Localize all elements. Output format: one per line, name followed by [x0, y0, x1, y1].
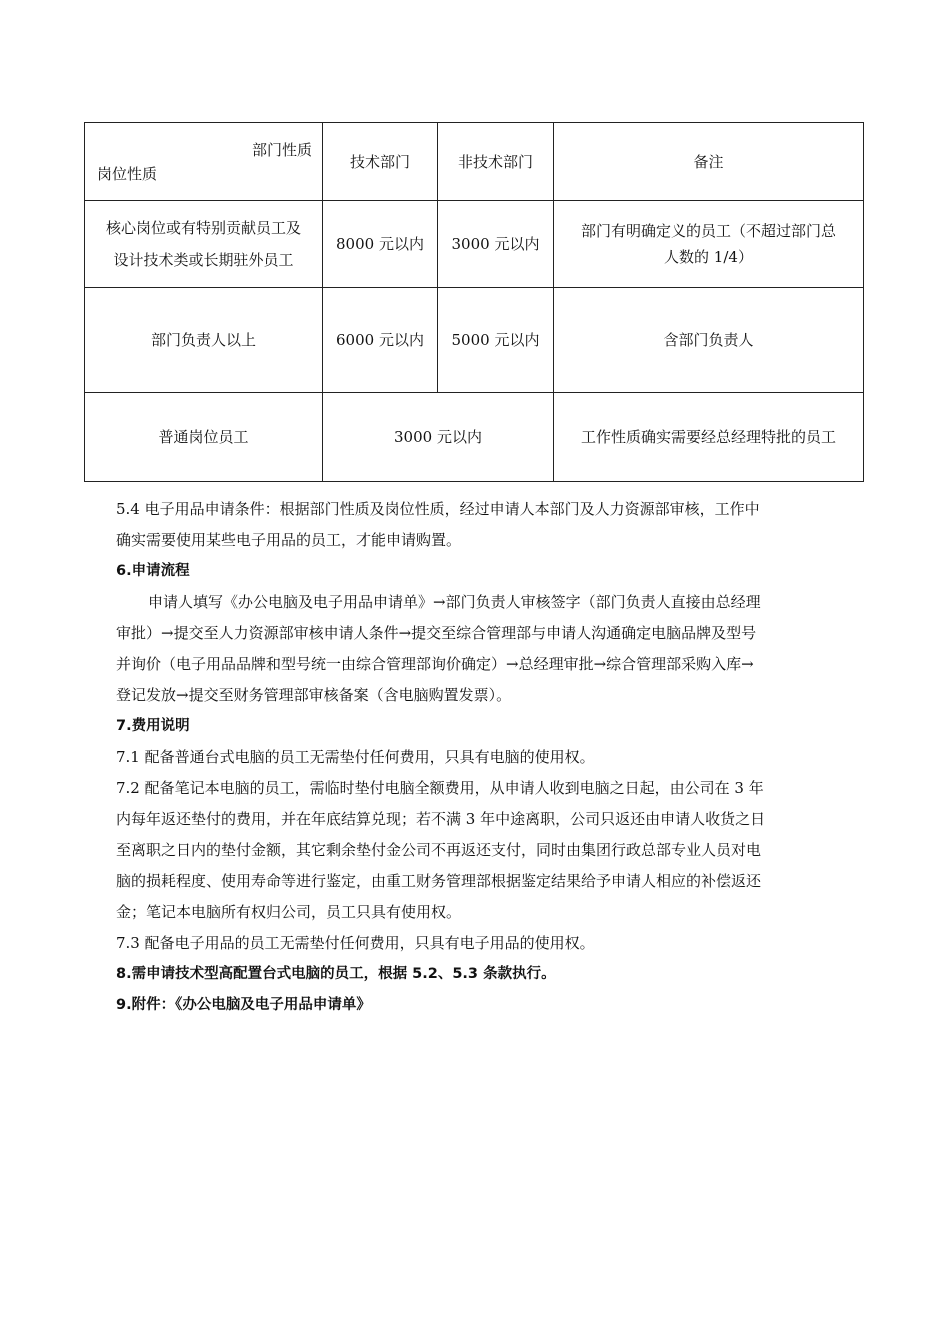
section-heading: 9.附件：《办公电脑及电子用品申请单》	[116, 997, 371, 1013]
position-cell	[85, 201, 323, 288]
paragraph-line: 并询价（电子用品品牌和型号统一由综合管理部询价确定）→总经理审批→综合管理部采购入库→	[116, 655, 754, 673]
remark-cell: 含部门负责人	[554, 288, 864, 393]
table-header-row	[85, 123, 864, 201]
merged-amount-cell: 3000 元以内	[323, 393, 554, 482]
remark-cell	[554, 201, 864, 288]
policy-body	[116, 494, 846, 1021]
tech-amount-cell: 6000 元以内	[323, 288, 438, 393]
position-line: 设计技术类或长期驻外员工	[113, 251, 294, 269]
section-heading: 6.申请流程	[116, 563, 190, 579]
section-heading: 7.费用说明	[116, 718, 190, 734]
paragraph-line: 申请人填写《办公电脑及电子用品申请单》→部门负责人审核签字（部门负责人直接由总经理	[148, 593, 761, 611]
remark-cell: 工作性质确实需要经总经理特批的员工	[554, 393, 864, 482]
table-row	[85, 393, 864, 482]
paragraph-line: 7.1 配备普通台式电脑的员工无需垫付任何费用，只具有电脑的使用权。	[116, 748, 595, 766]
paragraph-line: 5.4 电子用品申请条件：根据部门性质及岗位性质，经过申请人本部门及人力资源部审核，工作中	[116, 500, 760, 518]
remark-line: 人数的 1/4）	[664, 248, 753, 266]
paragraph-line: 内每年返还垫付的费用，并在年底结算兑现；若不满 3 年中途离职，公司只返还由申请人收货之日	[116, 810, 766, 828]
dept-nature-label: 部门性质	[251, 141, 312, 159]
tech-dept-header: 技术部门	[323, 123, 438, 201]
paragraph-line: 7.2 配备笔记本电脑的员工，需临时垫付电脑全额费用，从申请人收到电脑之日起，由公司在 3 年	[116, 779, 764, 797]
position-cell: 普通岗位员工	[85, 393, 323, 482]
paragraph-line: 金；笔记本电脑所有权归公司，员工只具有使用权。	[116, 903, 462, 921]
remark-line: 部门有明确定义的员工（不超过部门总	[580, 222, 836, 240]
position-nature-label: 岗位性质	[97, 165, 158, 183]
tech-amount-cell: 8000 元以内	[323, 201, 438, 288]
paragraph-line: 7.3 配备电子用品的员工无需垫付任何费用，只具有电子用品的使用权。	[116, 934, 595, 952]
nontech-amount-cell: 3000 元以内	[438, 201, 554, 288]
paragraph-line: 登记发放→提交至财务管理部审核备案（含电脑购置发票）。	[116, 686, 512, 704]
nontech-amount-cell: 5000 元以内	[438, 288, 554, 393]
allowance-table	[84, 122, 864, 482]
position-line: 核心岗位或有特别贡献员工及	[105, 219, 301, 237]
nontech-dept-header: 非技术部门	[438, 123, 554, 201]
table-row	[85, 288, 864, 393]
diagonal-header-cell	[85, 123, 323, 201]
remarks-header: 备注	[554, 123, 864, 201]
table-row	[85, 201, 864, 288]
paragraph-line: 脑的损耗程度、使用寿命等进行鉴定，由重工财务管理部根据鉴定结果给予申请人相应的补偿返还	[116, 872, 762, 890]
position-cell: 部门负责人以上	[85, 288, 323, 393]
paragraph-line: 审批）→提交至人力资源部审核申请人条件→提交至综合管理部与申请人沟通确定电脑品牌及型号	[116, 624, 757, 642]
paragraph-line: 至离职之日内的垫付金额，其它剩余垫付金公司不再返还支付，同时由集团行政总部专业人员对电	[116, 841, 762, 859]
section-heading: 8.需申请技术型高配置台式电脑的员工，根据 5.2、5.3 条款执行。	[116, 966, 556, 982]
paragraph-line: 确实需要使用某些电子用品的员工，才能申请购置。	[116, 531, 462, 549]
